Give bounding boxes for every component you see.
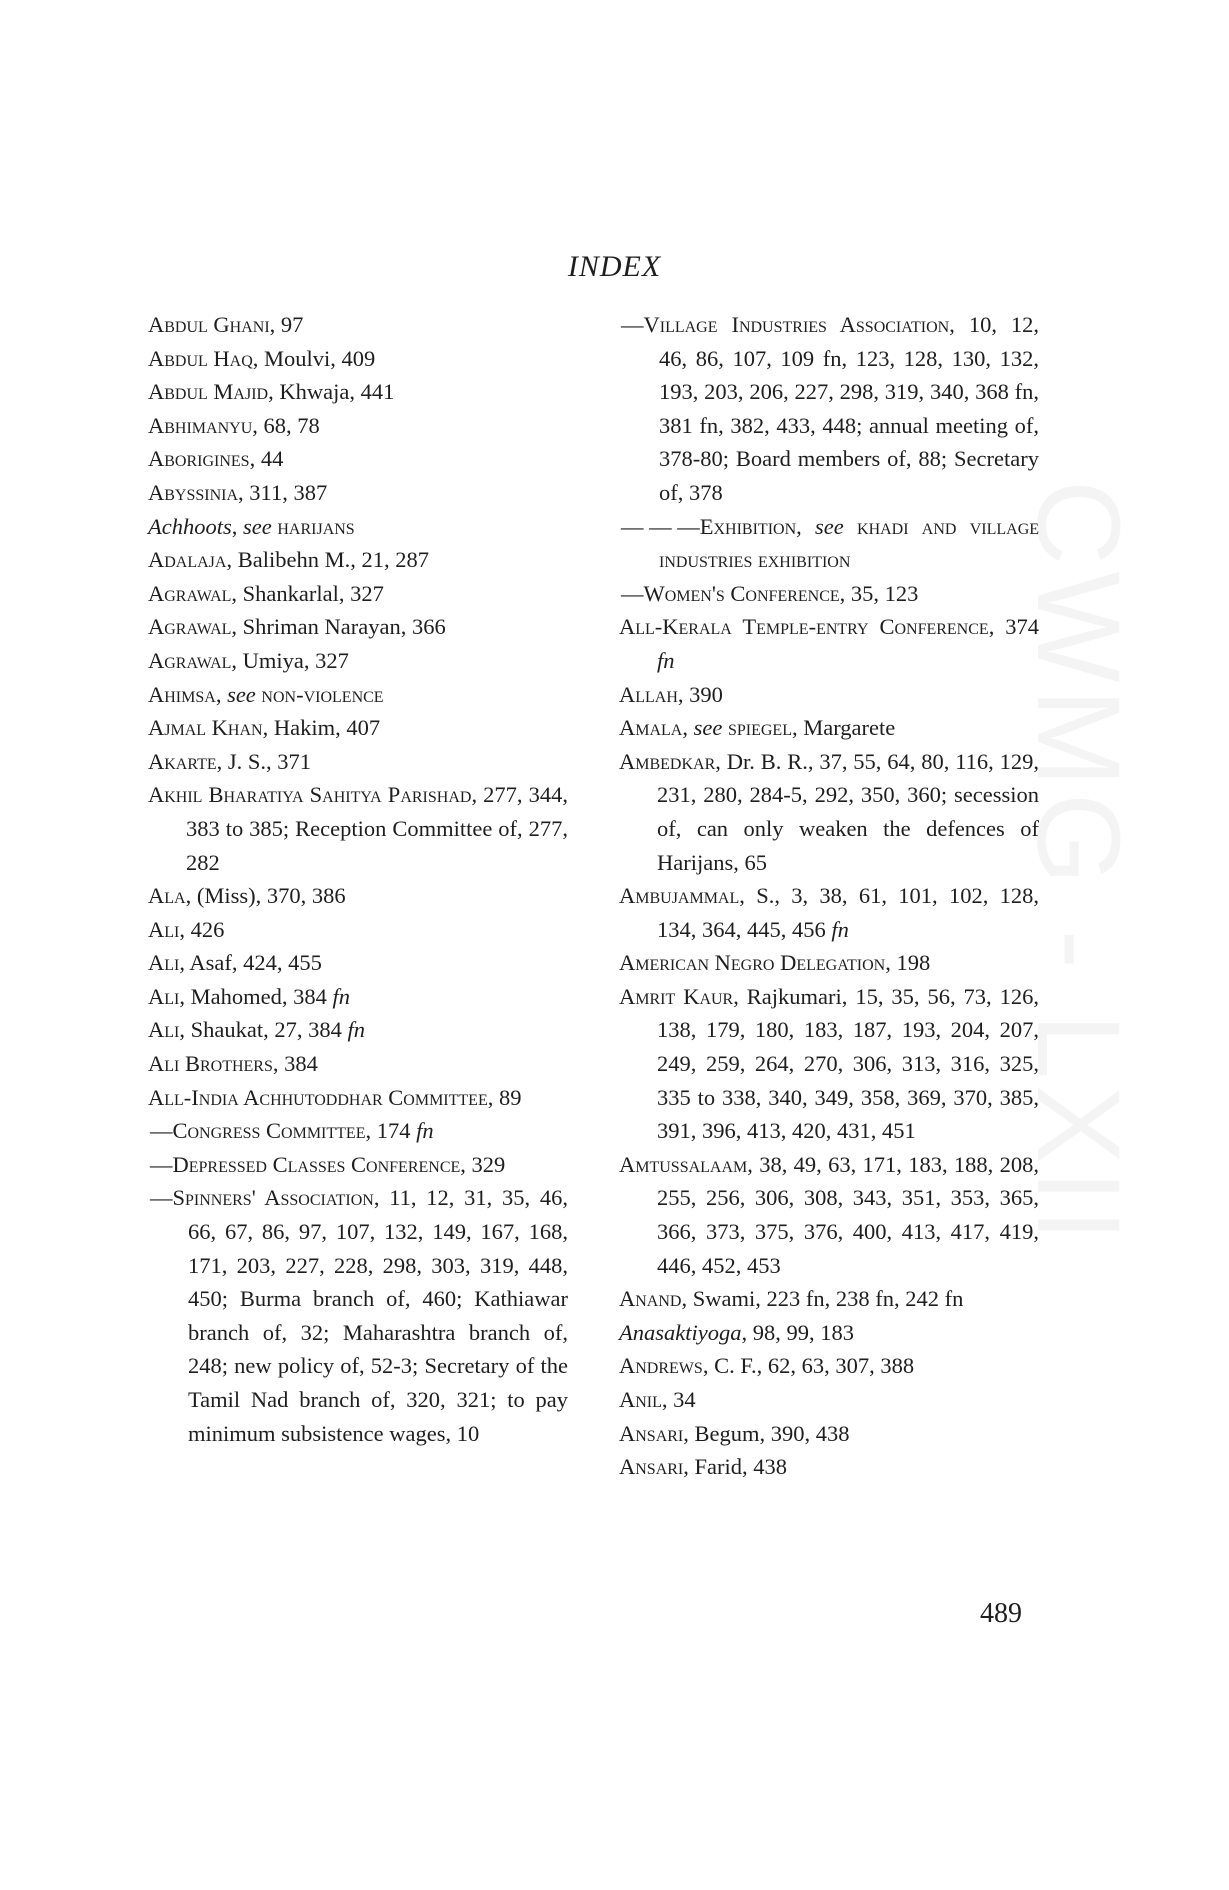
entry-text: , Swami, 223 fn, 238 fn, 242 fn bbox=[681, 1286, 964, 1312]
entry-text: , 329 bbox=[460, 1151, 506, 1177]
entry-text: , 68, 78 bbox=[252, 412, 320, 438]
index-entry bbox=[619, 577, 1039, 611]
entry-text: , bbox=[215, 681, 228, 707]
entry-heading: American Negro Delegation bbox=[619, 950, 886, 976]
entry-heading: Amala bbox=[619, 715, 683, 741]
entry-text: , bbox=[682, 715, 694, 741]
entry-heading: Amrit Kaur bbox=[619, 983, 734, 1009]
entry-text: , 97 bbox=[269, 312, 304, 337]
see-reference: see bbox=[227, 681, 256, 707]
entry-text: , 44 bbox=[249, 446, 284, 472]
index-entry bbox=[619, 1349, 1039, 1383]
entry-heading: Adalaja bbox=[148, 547, 227, 573]
entry-text: , C. F., 62, 63, 307, 388 bbox=[702, 1353, 915, 1379]
entry-text: , 35, 123 bbox=[839, 580, 919, 606]
index-entry bbox=[148, 1081, 568, 1115]
entry-heading: Abyssinia bbox=[148, 479, 239, 505]
entry-heading: Ansari bbox=[619, 1420, 684, 1446]
footnote-marker: fn bbox=[831, 916, 849, 942]
entry-text: , 311, 387 bbox=[238, 479, 328, 505]
index-entry bbox=[148, 375, 568, 409]
entry-heading: Aborigines bbox=[148, 446, 250, 472]
footnote-marker: fn bbox=[347, 1017, 365, 1043]
index-entry bbox=[619, 1282, 1039, 1316]
entry-text: , (Miss), 370, 386 bbox=[185, 883, 346, 909]
entry-heading: Ali bbox=[148, 983, 180, 1009]
entry-text: , 384 bbox=[272, 1051, 318, 1077]
index-entry bbox=[148, 879, 568, 913]
entry-heading: Akhil Bharatiya Sahitya Parishad bbox=[148, 782, 472, 808]
page-title: INDEX bbox=[567, 250, 662, 283]
index-entry bbox=[619, 980, 1039, 1148]
entry-text: , Khwaja, 441 bbox=[268, 379, 395, 405]
entry-text: , bbox=[231, 513, 243, 539]
index-entry bbox=[148, 1148, 568, 1182]
entry-heading: Spinners' Association bbox=[172, 1185, 374, 1211]
entry-heading: Exhibition bbox=[699, 513, 797, 539]
entry-text: , Begum, 390, 438 bbox=[683, 1420, 850, 1446]
index-entry bbox=[148, 510, 568, 544]
index-entry bbox=[619, 1450, 1039, 1484]
index-entry bbox=[148, 913, 568, 947]
index-entry bbox=[148, 678, 568, 712]
cross-reference-target: khadi and village industries exhibition bbox=[659, 513, 1040, 573]
entry-text: , Mahomed, 384 bbox=[179, 983, 333, 1009]
entry-text: , Shriman Narayan, 366 bbox=[231, 614, 446, 640]
entry-heading: Ali bbox=[148, 916, 180, 942]
entry-heading: Ali Brothers bbox=[148, 1051, 273, 1077]
entry-heading: Ambedkar bbox=[619, 748, 716, 774]
entry-text: , 89 bbox=[487, 1084, 522, 1110]
index-entry bbox=[148, 610, 568, 644]
entry-text: , 374 bbox=[988, 614, 1039, 640]
index-entry bbox=[619, 1148, 1039, 1282]
index-entry bbox=[148, 442, 568, 476]
entry-text: , J. S., 371 bbox=[216, 748, 312, 774]
entry-text: , Moulvi, 409 bbox=[252, 345, 376, 371]
entry-text: , 198 bbox=[885, 950, 931, 976]
see-reference: see bbox=[815, 513, 844, 539]
index-entry bbox=[619, 1316, 1039, 1350]
entry-heading: Ansari bbox=[619, 1454, 684, 1480]
entry-heading: Anil bbox=[619, 1387, 662, 1412]
entry-text: , Shankarlal, 327 bbox=[231, 580, 384, 606]
index-entry bbox=[619, 510, 1039, 577]
entry-heading: Ala bbox=[148, 883, 186, 909]
index-entry bbox=[148, 308, 568, 342]
index-entry bbox=[148, 1114, 568, 1148]
entry-heading: Andrews bbox=[619, 1353, 703, 1379]
entry-heading: Women's Conference bbox=[643, 580, 840, 606]
entry-heading: Abdul Haq bbox=[148, 345, 253, 371]
entry-text: , Hakim, 407 bbox=[262, 715, 381, 741]
entry-text: , Farid, 438 bbox=[683, 1454, 788, 1480]
entry-text: , 426 bbox=[179, 916, 225, 942]
index-entry bbox=[148, 644, 568, 678]
entry-heading: Akarte bbox=[148, 748, 217, 774]
index-entry bbox=[148, 1047, 568, 1081]
entry-heading: Allah bbox=[619, 681, 678, 707]
index-entry bbox=[148, 543, 568, 577]
entry-text: , S., 3, 38, 61, 101, 102, 128, 134, 364, 445, 456 bbox=[657, 883, 1039, 942]
index-entry bbox=[148, 946, 568, 980]
index-entry bbox=[619, 1383, 1039, 1417]
index-entry bbox=[148, 1181, 568, 1450]
entry-heading: Amtussalaam bbox=[619, 1151, 748, 1177]
entry-dash: — bbox=[150, 1185, 173, 1211]
entry-heading: Agrawal bbox=[148, 614, 232, 640]
entry-heading: Anasaktiyoga bbox=[619, 1319, 742, 1345]
page-number: 489 bbox=[980, 1598, 1022, 1629]
entry-heading: Depressed Classes Conference bbox=[172, 1151, 461, 1177]
cross-reference-target: spiegel bbox=[727, 715, 792, 741]
entry-text: , 11, 12, 31, 35, 46, 66, 67, 86, 97, 107, 132, 149, 167, 168, 171, 203, 227, 228, 298, 303, 319, 448, 450; Burma branch of, 460; Kathiawar branch of, 32; Maharashtra branch of, 248; new policy of, 52-3; Secretary of the Tamil Nad branch of, 320, 321; to pay minimum subsistence wages, 10 bbox=[188, 1185, 568, 1446]
entry-heading: Village Industries Association bbox=[643, 312, 950, 337]
footnote-marker: fn bbox=[332, 983, 350, 1009]
entry-heading: Anand bbox=[619, 1286, 682, 1312]
entry-dash: — bbox=[150, 1151, 173, 1177]
entry-dash: — — — bbox=[621, 513, 700, 539]
entry-text: , Asaf, 424, 455 bbox=[179, 950, 322, 976]
index-entry bbox=[148, 711, 568, 745]
index-column-left bbox=[148, 308, 568, 1450]
entry-text: , Umiya, 327 bbox=[231, 647, 349, 673]
entry-text: , 174 bbox=[365, 1118, 417, 1144]
index-entry bbox=[619, 678, 1039, 712]
entry-heading: All-Kerala Temple-entry Conference bbox=[619, 614, 989, 640]
index-entry bbox=[619, 879, 1039, 946]
entry-heading: Ali bbox=[148, 950, 180, 976]
entry-text: , 38, 49, 63, 171, 183, 188, 208, 255, 256, 306, 308, 343, 351, 353, 365, 366, 373, 375, 376, 400, 413, 417, 419, 446, 452, 453 bbox=[657, 1151, 1039, 1278]
entry-text: , 277, 344, 383 to 385; Reception Committee of, 277, 282 bbox=[186, 782, 568, 875]
entry-text: , 98, 99, 183 bbox=[741, 1319, 854, 1345]
index-entry bbox=[148, 778, 568, 879]
cross-reference-target: harijans bbox=[277, 513, 355, 539]
entry-heading: Agrawal bbox=[148, 580, 232, 606]
index-entry bbox=[619, 711, 1039, 745]
index-entry bbox=[148, 980, 568, 1014]
index-column-right bbox=[619, 308, 1039, 1484]
entry-text: , Margarete bbox=[791, 715, 896, 741]
see-reference: see bbox=[243, 513, 272, 539]
index-entry bbox=[619, 745, 1039, 879]
index-entry bbox=[148, 409, 568, 443]
entry-heading: All-India Achhutoddhar Committee bbox=[148, 1084, 488, 1110]
see-reference: see bbox=[693, 715, 723, 741]
entry-text: , Balibehn M., 21, 287 bbox=[226, 547, 429, 573]
entry-heading: Ajmal Khan bbox=[148, 715, 263, 741]
entry-dash: — bbox=[621, 312, 644, 337]
index-entry bbox=[148, 577, 568, 611]
entry-text: , 34 bbox=[661, 1387, 696, 1412]
entry-heading: Abhimanyu bbox=[148, 412, 253, 438]
entry-heading: Achhoots bbox=[148, 513, 232, 539]
entry-heading: Ambujammal bbox=[619, 883, 740, 909]
footnote-marker: fn bbox=[416, 1118, 434, 1144]
entry-text: , bbox=[796, 513, 816, 539]
entry-heading: Abdul Ghani bbox=[148, 312, 270, 337]
entry-text: , 390 bbox=[677, 681, 723, 707]
entry-text: , 10, 12, 46, 86, 107, 109 fn, 123, 128, 130, 132, 193, 203, 206, 227, 298, 319, 340, 368 fn, 381 fn, 382, 433, 448; annual meeting of, 378-80; Board members of, 88; Secretary of, 378 bbox=[659, 312, 1040, 505]
entry-text: , Rajkumari, 15, 35, 56, 73, 126, 138, 179, 180, 183, 187, 193, 204, 207, 249, 259, 264, 270, 306, 313, 316, 325, 335 to 338, 340, 349, 358, 369, 370, 385, 391, 396, 413, 420, 431, 451 bbox=[657, 983, 1040, 1144]
index-entry bbox=[148, 1013, 568, 1047]
entry-heading: Agrawal bbox=[148, 647, 232, 673]
index-entry bbox=[619, 610, 1039, 677]
index-entry bbox=[148, 342, 568, 376]
entry-heading: Ali bbox=[148, 1017, 180, 1043]
footnote-marker: fn bbox=[657, 647, 675, 673]
index-entry bbox=[619, 308, 1039, 510]
cross-reference-target: non-violence bbox=[261, 681, 384, 707]
entry-text: , Dr. B. R., 37, 55, 64, 80, 116, 129, 231, 280, 284-5, 292, 350, 360; secession of, can only weaken the defences of Harijans, 65 bbox=[657, 748, 1039, 875]
index-entry bbox=[148, 745, 568, 779]
entry-heading: Congress Committee bbox=[172, 1118, 366, 1144]
index-entry bbox=[619, 1417, 1039, 1451]
entry-heading: Abdul Majid bbox=[148, 379, 269, 405]
index-entry bbox=[619, 946, 1039, 980]
entry-dash: — bbox=[150, 1118, 173, 1144]
index-entry bbox=[148, 476, 568, 510]
entry-heading: Ahimsa bbox=[148, 681, 216, 707]
entry-text: , Shaukat, 27, 384 bbox=[179, 1017, 348, 1043]
entry-dash: — bbox=[621, 580, 644, 606]
